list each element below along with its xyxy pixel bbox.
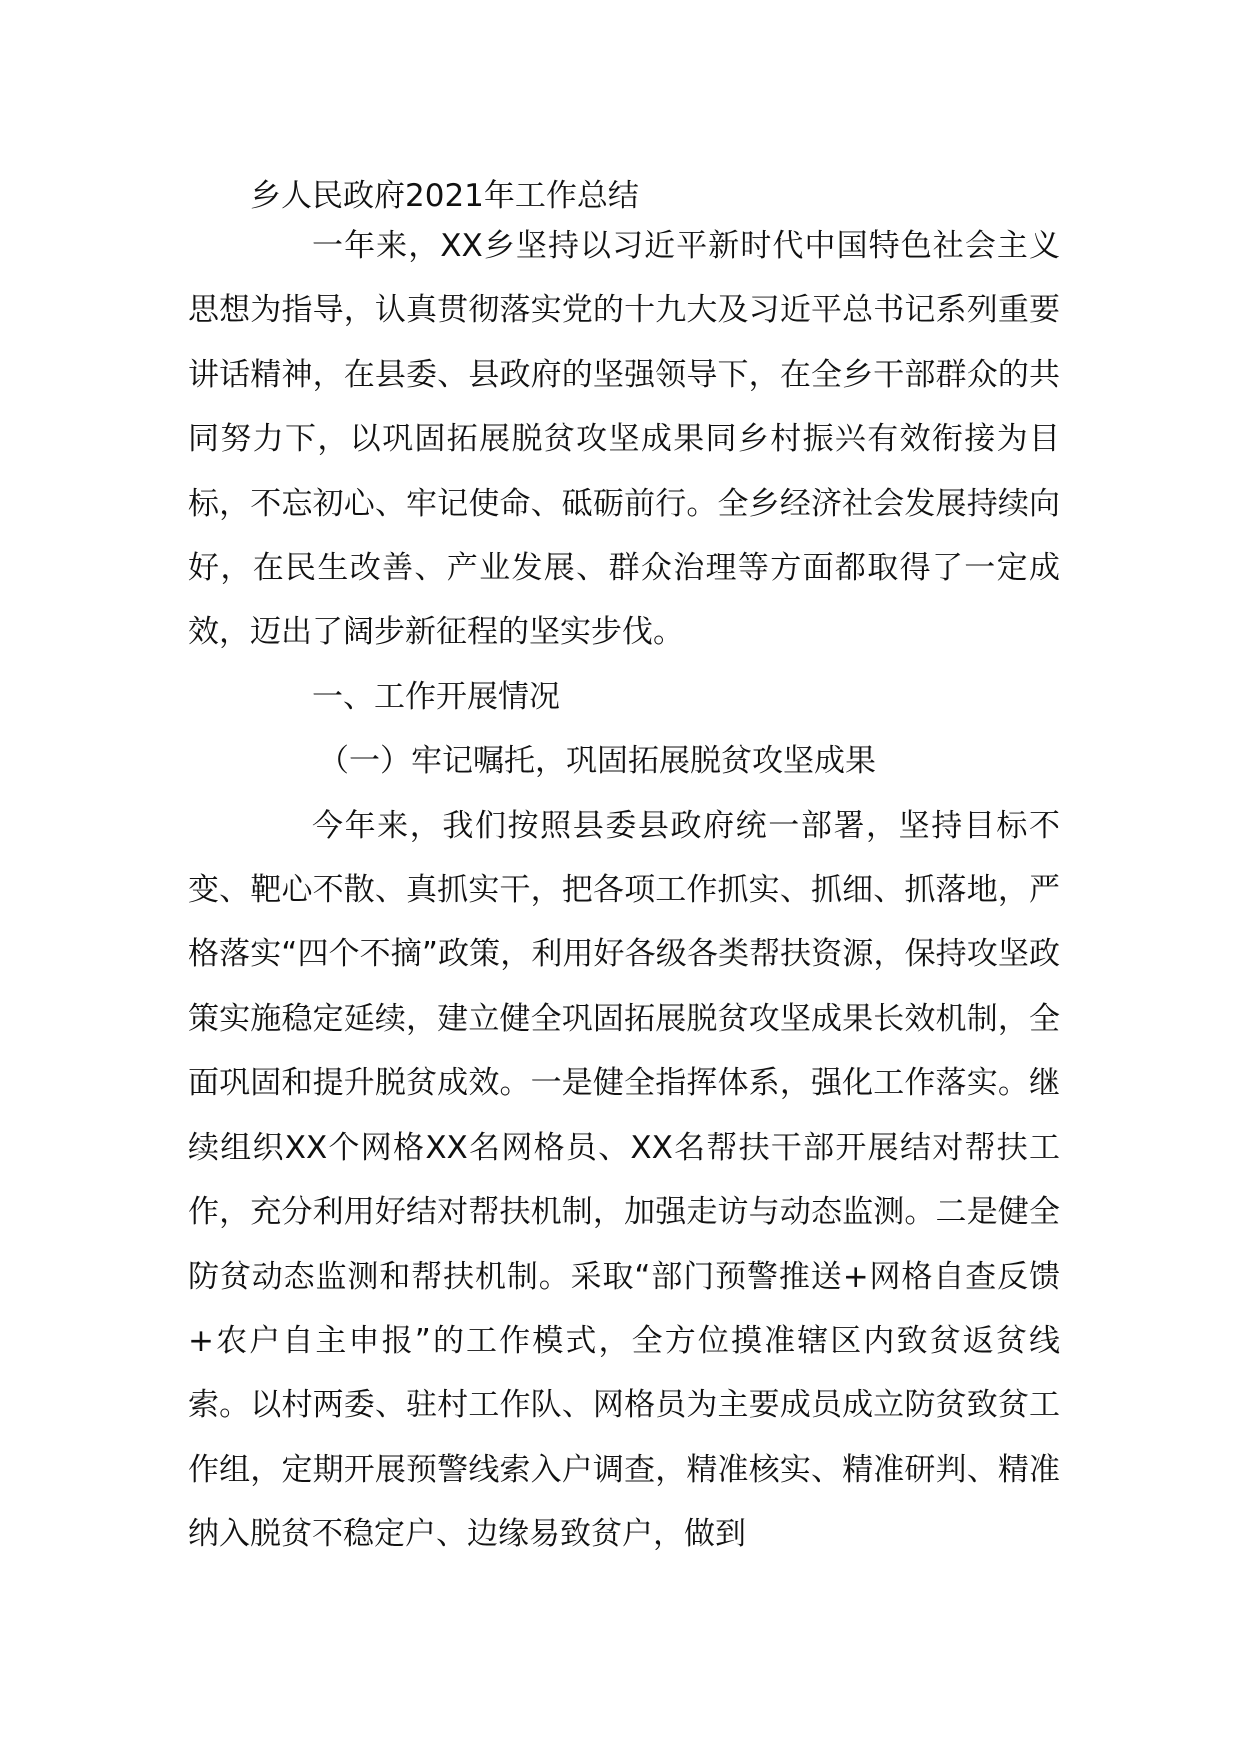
subsection-paragraph-poverty-alleviation: 今年来，我们按照县委县政府统一部署，坚持目标不变、靶心不散、真抓实干，把各项工作抓实、抓细、抓落地，严格落实“四个不摘”政策，利用好各级各类帮扶资源，保持攻坚政策实施稳定延续，建立健全巩固拓展脱贫攻坚成果长效机制，全面巩固和提升脱贫成效。一是健全指挥体系，强化工作落实。继续组织XX个网格XX名网格员、XX名帮扶干部开展结对帮扶工作，充分利用好结对帮扶机制，加强走访与动态监测。二是健全防贫动态监测和帮扶机制。采取“部门预警推送+网格自查反馈+农户自主申报”的工作模式，全方位摸准辖区内致贫返贫线索。以村两委、驻村工作队、网格员为主要成员成立防贫致贫工作组，定期开展预警线索入户调查，精准核实、精准研判、精准纳入脱贫不稳定户、边缘易致贫户，做到 — [188, 807, 1060, 1553]
section-heading-work-progress: 一、工作开展情况 — [312, 678, 560, 715]
intro-paragraph: 一年来，XX乡坚持以习近平新时代中国特色社会主义思想为指导，认真贯彻落实党的十九大及习近平总书记系列重要讲话精神，在县委、县政府的坚强领导下，在全乡干部群众的共同努力下，以巩固拓展脱贫攻坚成果同乡村振兴有效衔接为目标，不忘初心、牢记使命、砥砺前行。全乡经济社会发展持续向好，在民生改善、产业发展、群众治理等方面都取得了一定成效，迈出了阔步新征程的坚实步伐。 — [188, 228, 1060, 651]
subsection-heading-poverty-alleviation: （一）牢记嘱托，巩固拓展脱贫攻坚成果 — [318, 743, 876, 780]
document-title: 乡人民政府2021年工作总结 — [250, 178, 639, 214]
document-body — [188, 214, 1060, 1567]
